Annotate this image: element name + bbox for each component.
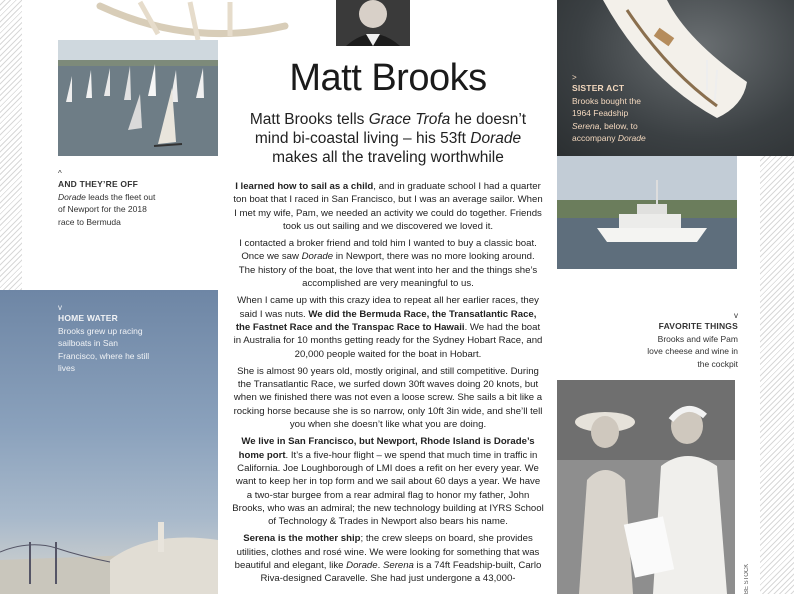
caption-text: Brooks grew up racing sailboats in San Francisco, where he still lives — [58, 325, 150, 373]
caption-text: Brooks and wife Pam love cheese and wine in the cockpit — [647, 333, 738, 369]
caption-arrow-icon: > — [572, 73, 577, 82]
caption-text: Dorade leads the fleet out of Newport for the 2018 race to Bermuda — [58, 191, 156, 227]
standfirst-text: Matt Brooks tells — [249, 111, 369, 128]
paragraph-1: I learned how to sail as a child, and in graduate school I had a quarter ton boat that I raced in San Francisco, but I was an average sailor. When I met my wife, Pam, we needed an activity we could do together. Friends took us out sailing and we discovered we loved it. — [233, 181, 543, 232]
right-hatch-margin — [760, 156, 794, 594]
caption-home-water — [58, 304, 158, 375]
left-hatch-margin — [0, 0, 22, 290]
caption-title: HOME WATER — [58, 313, 118, 323]
standfirst-text: he doesn’t mind bi-coastal living – his 53ft — [254, 111, 527, 147]
caption-title: SISTER ACT — [572, 83, 625, 93]
photo-credit: BE STOCK — [744, 563, 750, 594]
caption-text: Brooks bought the 1964 Feadship Serena, below, to accompany Dorade — [572, 95, 646, 143]
serena-yacht-photo — [557, 156, 737, 269]
caption-arrow-icon: v — [58, 303, 62, 312]
paragraph-5: We live in San Francisco, but Newport, Rhode Island is Dorade’s home port. It’s a five-hour flight – we spend that much time in traffic in California. Joe Loughborough of LMI does a refit on her every year. We want to keep her in top form and we sail about 60 days a year. We have a two-star burgee from a rear admiral flag to honor my father, John Brooks, who was an admiral; the new technology building at IYRS School of Technology & Trades in Newport also bears his name. — [232, 436, 544, 528]
matt-brooks-portrait — [336, 0, 410, 46]
brooks-couple-photo — [557, 380, 735, 594]
paragraph-3: When I came up with this crazy idea to repeat all her earlier races, they said I was nuts. We did the Bermuda Race, the Transatlantic Race, the Fastnet Race and the Transpac Race to Hawaii. We had the boat in Australia for 10 months getting ready for the Sydney Hobart Race, and 20,000 people waited for the boat in Hobart. — [233, 295, 543, 360]
caption-arrow-icon: v — [734, 311, 738, 320]
paragraph-4: She is almost 90 years old, mostly original, and still competitive. During the Transatlantic Race, we surfed down 30ft waves doing 20 knots, but when we finished there was not even a loose screw. She sails a bit like a rocking horse because she is so narrow, only 10ft 3in wide, and she’ll tell you when she doesn’t like what you are doing. — [233, 365, 543, 431]
article-body — [232, 180, 544, 590]
sailboat-fleet-photo — [58, 40, 218, 156]
standfirst-text: makes all the traveling worthwhile — [272, 149, 504, 166]
caption-title: FAVORITE THINGS — [658, 321, 738, 331]
caption-arrow-icon: ^ — [58, 169, 62, 178]
standfirst-boat: Dorade — [470, 130, 522, 147]
standfirst-author: Grace Trofa — [368, 111, 451, 128]
caption-favorite-things — [642, 312, 738, 370]
caption-title: AND THEY’RE OFF — [58, 179, 138, 189]
caption-and-theyre-off — [58, 170, 158, 228]
caption-sister-act — [572, 74, 654, 145]
paragraph-6: Serena is the mother ship; the crew sleeps on board, she provides utilities, clothes and rosé wine. We were looking for something that was beautiful and elegant, like Dorade. Serena is a 74ft Feadship-built, Carlo Riva-designed Caravelle. She had just undergone a 43,000- — [234, 533, 542, 585]
standfirst — [232, 110, 544, 167]
paragraph-2: I contacted a broker friend and told him I wanted to buy a classic boat. Once we saw Dorade in Newport, there was no more looking around. The history of the boat, the love that went into her and the things she’s accomplished are very meaningful to us. — [238, 238, 538, 290]
page-title: Matt Brooks — [289, 57, 487, 99]
